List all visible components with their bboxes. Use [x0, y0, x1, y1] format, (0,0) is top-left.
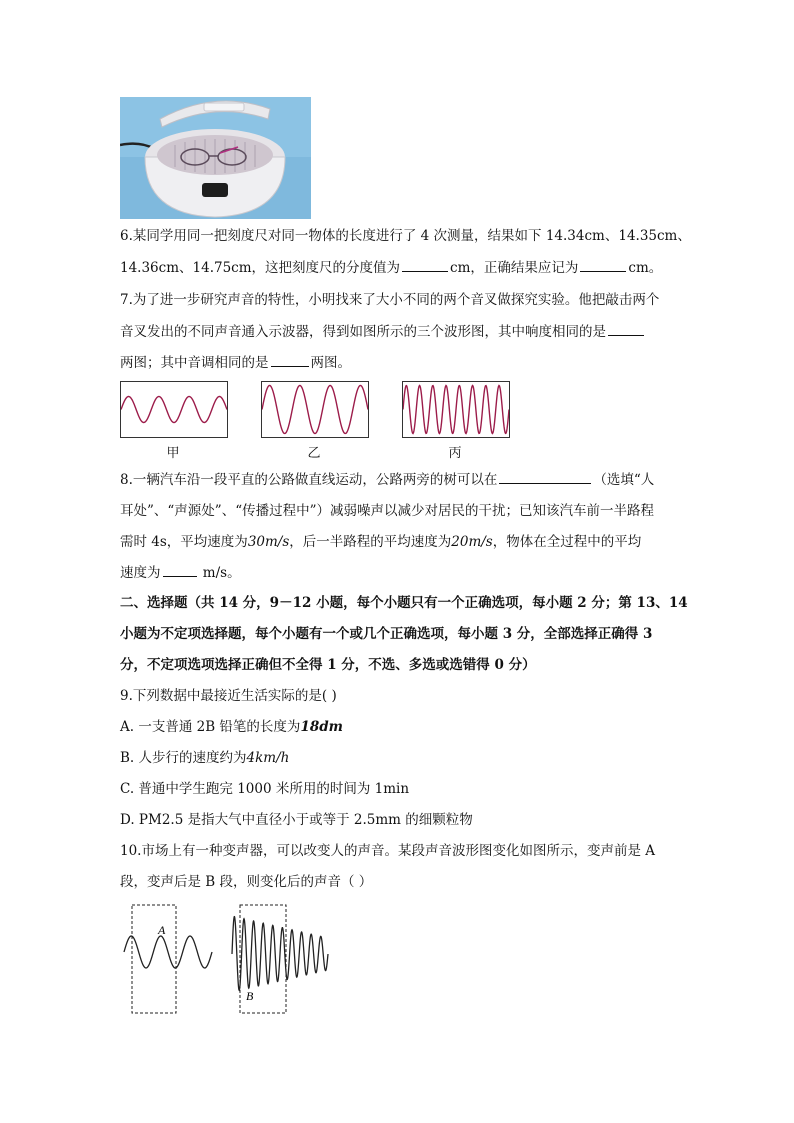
- waveform-jia: [120, 381, 228, 438]
- q7-text-b: 两图；其中音调相同的是: [120, 355, 269, 371]
- q8-text-c: 需时 4s，平均速度为: [120, 534, 248, 550]
- question-7-line-3: [120, 354, 351, 372]
- q8-text-e: ，物体在全过程中的平均: [492, 534, 642, 550]
- q8-text-b: （选填“人: [593, 472, 655, 488]
- q7-text-c: 两图。: [310, 355, 351, 371]
- segment-b-label: B: [246, 989, 254, 1003]
- waveform-yi-plot: [262, 382, 368, 437]
- section-2-line-2: 小题为不定项选择题，每个小题有一个或几个正确选项，每小题 3 分，全部选择正确得 3: [120, 626, 653, 642]
- q7-text-a: 音叉发出的不同声音通入示波器，得到如图所示的三个波形图，其中响度相同的是: [120, 324, 606, 340]
- q6-text-b: cm，正确结果应记为: [450, 260, 579, 276]
- waveform-bing: [402, 381, 510, 438]
- waveform-yi: [261, 381, 369, 438]
- section-2-line-1: 二、选择题（共 14 分，9－12 小题，每个小题只有一个正确选项，每小题 2 分；第 13、14: [120, 595, 688, 611]
- waveform-yi-curve: [262, 386, 368, 434]
- segment-a-box: [132, 905, 176, 1013]
- question-8-line-4: [120, 564, 241, 582]
- q6-text-a: 14.36cm、14.75cm，这把刻度尺的分度值为: [120, 260, 401, 276]
- voice-change-waveform: [120, 897, 340, 1017]
- question-8-line-1: [120, 471, 654, 489]
- waveform-jia-plot: [121, 382, 227, 437]
- segment-b-wave: [232, 917, 328, 991]
- q8-speed-1: 30m/s: [247, 534, 290, 550]
- q8-blank-2[interactable]: [163, 564, 197, 577]
- question-7-line-2: [120, 323, 646, 341]
- question-6-line-2: [120, 259, 662, 277]
- q7-blank-2[interactable]: [271, 354, 309, 367]
- q8-speed-2: 20m/s: [451, 534, 493, 550]
- caption-jia: 甲: [166, 446, 180, 461]
- caption-bing: 丙: [448, 446, 462, 461]
- q9-option-b-value: 4km/h: [246, 750, 290, 766]
- q8-text-a: 8.一辆汽车沿一段平直的公路做直线运动，公路两旁的树可以在: [120, 472, 498, 488]
- segment-a-label: A: [158, 923, 166, 937]
- waveform-bing-plot: [403, 382, 509, 437]
- q9-option-a-value: 18dm: [300, 719, 343, 735]
- q7-blank-1[interactable]: [608, 323, 644, 336]
- q6-text-c: cm。: [628, 260, 663, 276]
- q8-text-f: 速度为: [120, 565, 161, 581]
- section-2-line-3: 分，不定项选项选择正确但不全得 1 分，不选、多选或选错得 0 分）: [120, 657, 536, 673]
- question-7-line-1: 7.为了进一步研究声音的特性，小明找来了大小不同的两个音叉做探究实验。他把敲击两个: [120, 292, 660, 308]
- ultrasonic-cleaner-photo: [120, 97, 311, 219]
- caption-yi: 乙: [307, 446, 321, 461]
- q9-option-d[interactable]: D. PM2.5 是指大气中直径小于或等于 2.5mm 的细颗粒物: [120, 812, 473, 828]
- q8-blank-1[interactable]: [499, 471, 591, 484]
- q9-option-a[interactable]: [120, 718, 343, 736]
- q9-option-b[interactable]: [120, 749, 289, 767]
- q9-option-b-text: B. 人步行的速度约为: [120, 750, 247, 766]
- q6-blank-2[interactable]: [580, 259, 626, 272]
- question-8-line-3: [120, 533, 641, 551]
- question-10-line-2: 段，变声后是 B 段，则变化后的声音（ ）: [120, 874, 373, 890]
- question-9-stem: 9.下列数据中最接近生活实际的是( ): [120, 688, 337, 704]
- question-6-line-1: 6.某同学用同一把刻度尺对同一物体的长度进行了 4 次测量，结果如下 14.34cm、14.35cm、: [120, 228, 691, 244]
- waveform-jia-curve: [121, 397, 227, 423]
- waveform-bing-curve: [403, 386, 509, 434]
- q9-option-a-text: A. 一支普通 2B 铅笔的长度为: [120, 719, 301, 735]
- q6-blank-1[interactable]: [402, 259, 448, 272]
- q9-option-c[interactable]: C. 普通中学生跑完 1000 米所用的时间为 1min: [120, 781, 410, 797]
- question-10-line-1: 10.市场上有一种变声器，可以改变人的声音。某段声音波形图变化如图所示，变声前是 A: [120, 843, 656, 859]
- question-8-line-2: 耳处”、“声源处”、“传播过程中”）减弱噪声以减少对居民的干扰；已知该汽车前一半路程: [120, 503, 655, 519]
- segment-a-wave: [124, 936, 212, 968]
- q8-text-d: ，后一半路程的平均速度为: [289, 534, 452, 550]
- q8-text-g: m/s。: [198, 565, 241, 581]
